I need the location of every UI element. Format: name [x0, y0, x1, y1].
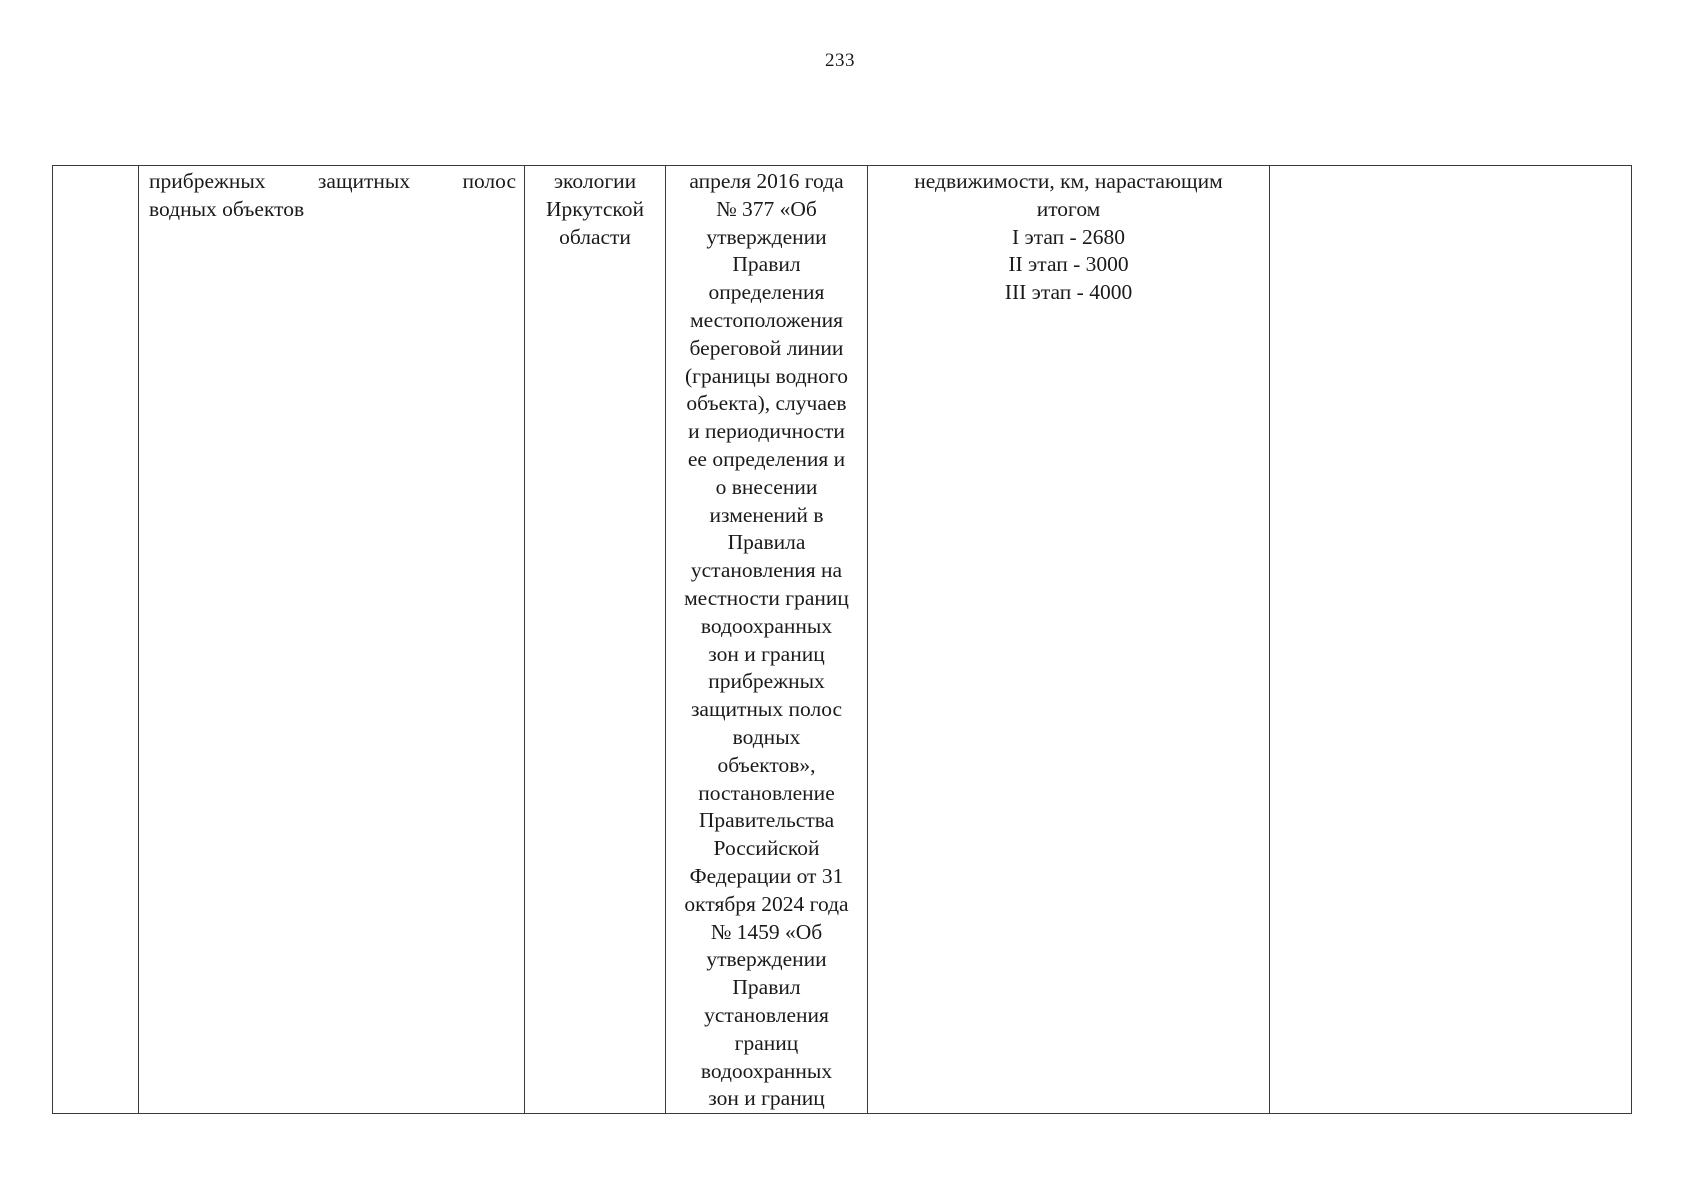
basis-line: утверждении: [706, 947, 827, 972]
basis-line: № 377 «Об: [716, 196, 817, 221]
cell-legal-basis: [666, 166, 868, 1114]
basis-line: постановление: [698, 780, 835, 805]
indicator-stage-2: II этап - 3000: [1008, 252, 1129, 277]
basis-line: № 1459 «Об: [710, 919, 823, 944]
basis-line: Правительства: [698, 808, 835, 833]
program-table: [52, 165, 1632, 1114]
responsible-line: Иркутской: [546, 196, 644, 221]
basis-line: прибрежных: [708, 669, 825, 694]
basis-line: объектов»,: [717, 752, 816, 777]
measure-name-line-2: водных объектов: [149, 196, 305, 221]
basis-line: местоположения: [689, 307, 844, 332]
cell-responsible: [525, 166, 666, 1114]
basis-line: водоохранных: [700, 613, 833, 638]
basis-line: апреля 2016 года: [689, 169, 844, 193]
basis-line: зон и границ: [708, 641, 825, 666]
basis-line: Правил: [732, 252, 801, 277]
basis-line: ее определения и: [687, 446, 846, 471]
basis-line: местности границ: [684, 585, 849, 610]
indicator-line: итогом: [1036, 196, 1101, 221]
indicator-stage-1: I этап - 2680: [1011, 224, 1126, 249]
basis-line: зон и границ: [708, 1086, 825, 1111]
measure-name-line-1: прибрежных защитных полос: [149, 169, 516, 193]
responsible-line: экологии: [553, 169, 637, 193]
basis-line: октября 2024 года: [684, 891, 849, 916]
table-row: [53, 166, 1632, 1114]
indicator-line: недвижимости, км, нарастающим: [914, 169, 1223, 193]
basis-line: Правил: [732, 975, 801, 1000]
cell-target-indicator: [868, 166, 1270, 1114]
basis-line: объекта), случаев: [686, 391, 847, 416]
basis-line: о внесении: [715, 474, 818, 499]
responsible-line: области: [559, 224, 631, 249]
basis-line: Российской: [713, 836, 820, 861]
basis-line: береговой линии: [689, 335, 844, 360]
basis-line: (границы водного: [685, 363, 848, 388]
cell-measure-name: [139, 166, 525, 1114]
basis-line: Федерации от 31: [689, 863, 844, 888]
basis-line: защитных полос: [690, 697, 843, 722]
indicator-stage-3: III этап - 4000: [1004, 280, 1133, 305]
basis-line: изменений в: [709, 502, 824, 527]
cell-extra: [1270, 166, 1632, 1114]
page-number: 233: [825, 50, 855, 71]
basis-line: утверждении: [706, 224, 827, 249]
basis-line: и периодичности: [688, 419, 845, 444]
basis-line: определения: [708, 280, 825, 305]
basis-line: установления: [704, 1002, 829, 1027]
cell-number: [53, 166, 139, 1114]
basis-line: границ: [734, 1030, 799, 1055]
basis-line: водных: [732, 724, 801, 749]
basis-line: водоохранных: [700, 1058, 833, 1083]
basis-line: установления на: [690, 558, 843, 583]
basis-line: Правила: [727, 530, 806, 555]
